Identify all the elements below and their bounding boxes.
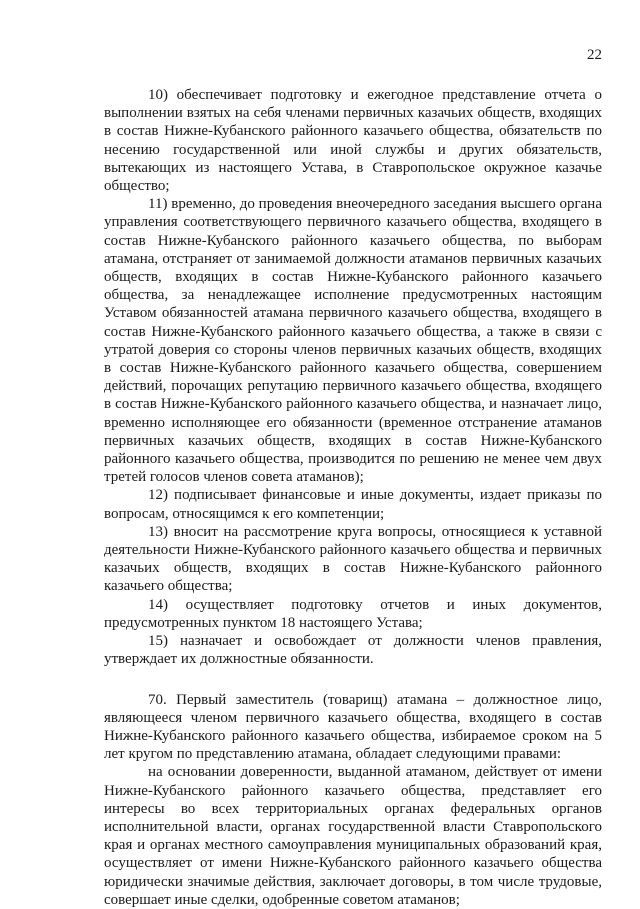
page-number: 22 [587, 47, 602, 63]
paragraph-item-10: 10) обеспечивает подготовку и ежегодное представление отчета о выполнении взятых на себя членами первичных казачьих обществ, входящих в состав Нижне-Кубанского районного казачьего общества, обязательств по несению государственной или иной службы и других обязательств, вытекающих из настоящего Устава, в Ставропольское окружное казачье общество; [104, 87, 602, 195]
paragraph-item-11: 11) временно, до проведения внеочередного заседания высшего органа управления соответствующего первичного казачьего общества, входящего в состав Нижне-Кубанского районного казачьего общества, по выборам атамана, отстраняет от занимаемой должности атаманов первичных казачьих обществ, входящих в состав Нижне-Кубанского районного казачьего общества, за ненадлежащее исполнение предусмотренных настоящим Уставом обязанностей атамана первичного казачьего общества, входящего в состав Нижне-Кубанского районного казачьего общества, а также в связи с утратой доверия со стороны членов первичных казачьих обществ, входящих в состав Нижне-Кубанского районного казачьего общества, совершением действий, порочащих репутацию первичного казачьего общества, входящего в состав Нижне-Кубанского районного казачьего общества, и назначает лицо, временно исполняющее его обязанности (временное отстранение атаманов первичных казачьих обществ, входящих в состав Нижне-Кубанского районного казачьего общества, производится по решению не менее чем двух третей голосов членов совета атаманов); [104, 196, 602, 486]
section-70-rights-paragraph: на основании доверенности, выданной атаманом, действует от имени Нижне-Кубанского районного казачьего общества, представляет его интересы во всех территориальных органах федеральных органов исполнительной власти, органах государственной власти Ставропольского края и органах местного самоуправления муниципальных образований края, осуществляет от имени Нижне-Кубанского районного казачьего общества юридически значимые действия, заключает договоры, в том числе трудовые, совершает иные сделки, одобренные советом атаманов; [104, 764, 602, 908]
paragraph-item-14: 14) осуществляет подготовку отчетов и иных документов, предусмотренных пунктом 18 настоящего Устава; [104, 596, 602, 631]
paragraph-item-12: 12) подписывает финансовые и иные документы, издает приказы по вопросам, относящимся к его компетенции; [104, 487, 602, 522]
paragraph-item-13: 13) вносит на рассмотрение круга вопросы, относящиеся к уставной деятельности Нижне-Кубанского районного казачьего общества и первичных казачьих обществ, входящих в состав Нижне-Кубанского районного казачьего общества; [104, 523, 602, 595]
paragraph-item-15: 15) назначает и освобождает от должности членов правления, утверждает их должностные обязанности. [104, 633, 602, 668]
section-70-heading-paragraph: 70. Первый заместитель (товарищ) атамана – должностное лицо, являющееся членом первичного казачьего общества, входящего в состав Нижне-Кубанского районного казачьего общества, избираемое сроком на 5 лет кругом по представлению атамана, обладает следующими правами: [104, 691, 602, 763]
document-body [104, 86, 602, 909]
